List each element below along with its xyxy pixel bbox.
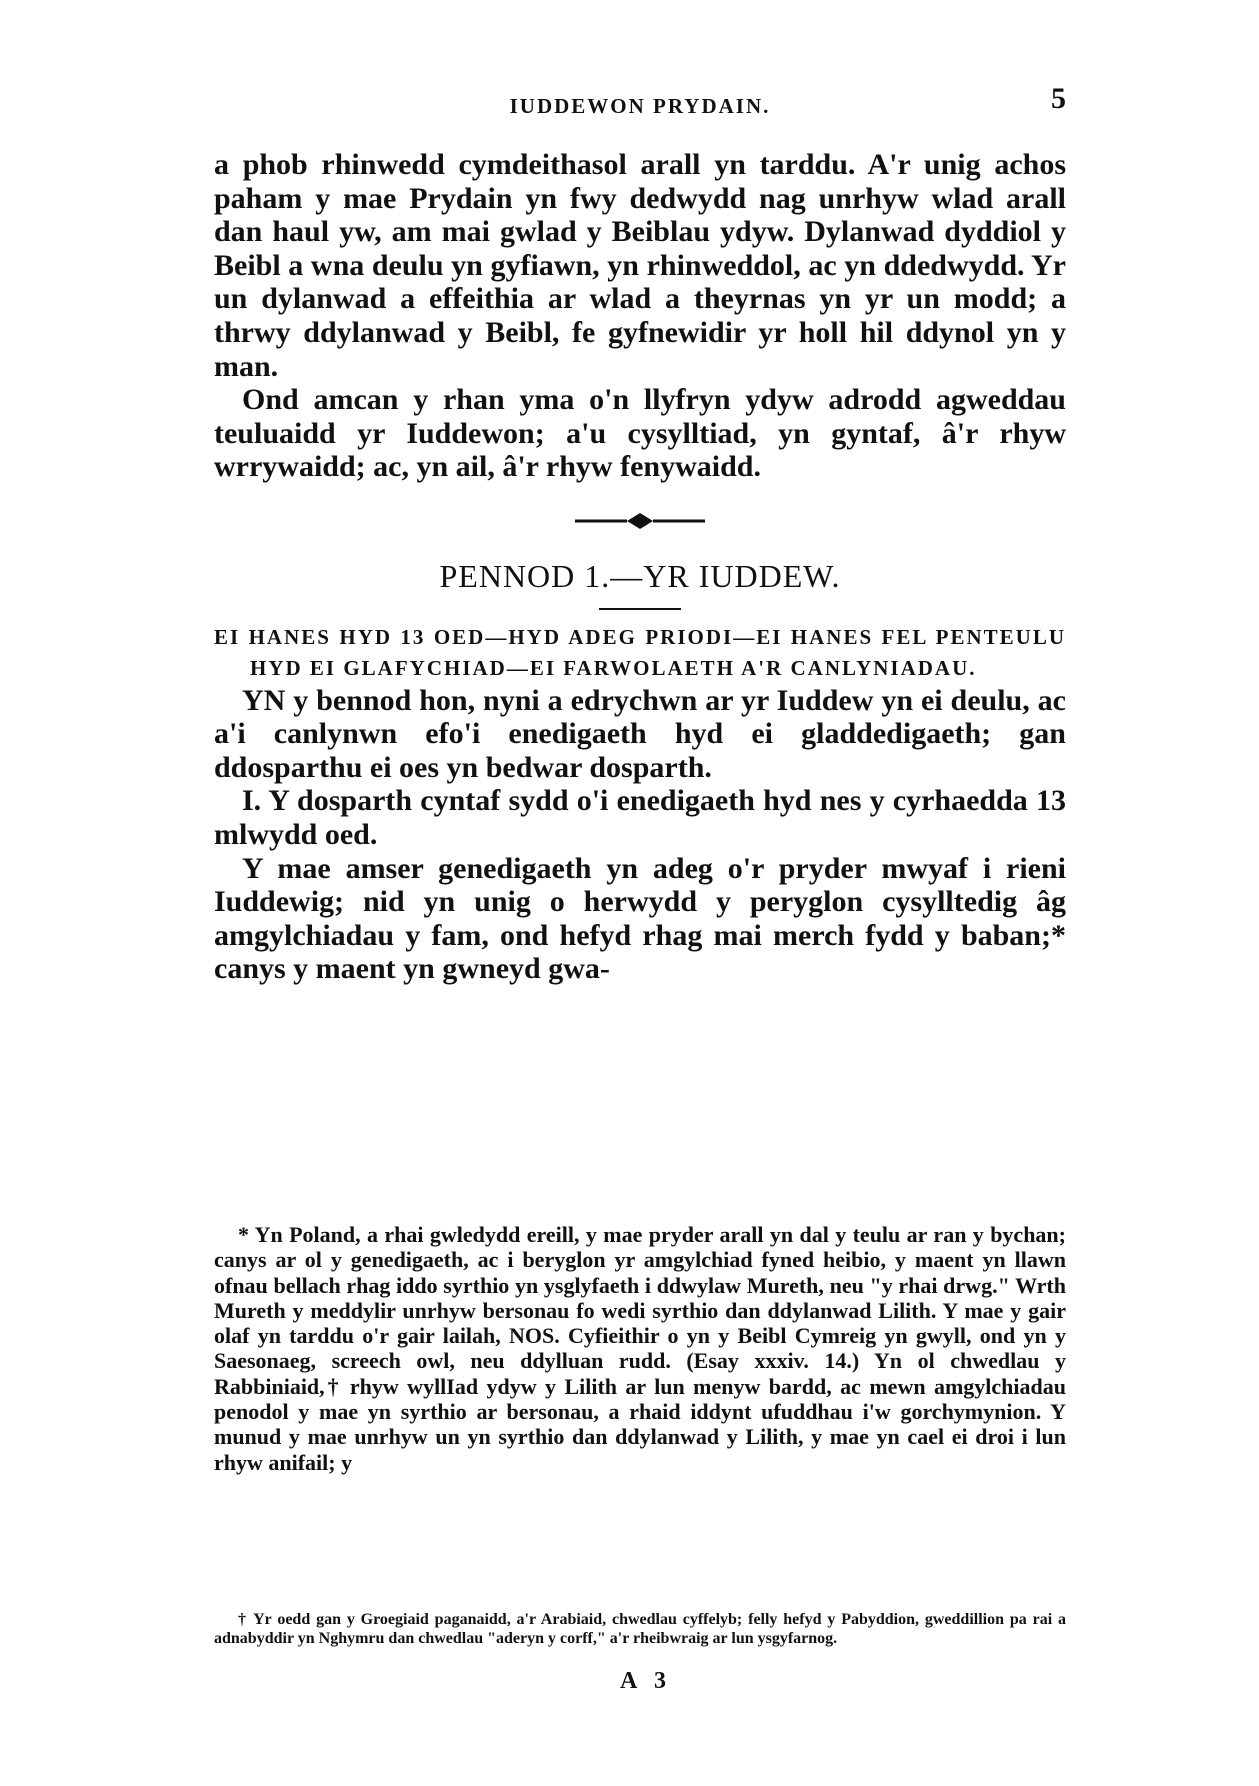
ornament-divider-icon [214,498,1066,544]
page-number: 5 [1051,82,1066,115]
paragraph: Y mae amser genedigaeth yn adeg o'r pryder mwyaf i rieni Iuddewig; nid yn unig o herwydd y peryglon cysylltedig âg amgylchiadau y fam, ond hefyd rhag mai merch fydd y baban;* canys y maent yn gwneyd gwa- [214,851,1066,986]
paragraph: YN y bennod hon, nyni a edrychwn ar yr Iuddew yn ei deulu, ac a'i canlynwn efo'i enedigaeth hyd ei gladdedigaeth; gan ddosparthu ei oes yn bedwar dosparth. [214,683,1066,784]
running-head [214,82,1066,122]
chapter-heading: PENNOD 1.—YR IUDDEW. [439,557,841,594]
heading-rule [599,608,681,610]
paragraph: a phob rhinwedd cymdeithasol arall yn tarddu. A'r unig achos paham y mae Prydain yn fwy dedwydd nag unrhyw wlad arall dan haul yw, am mai gwlad y Beiblau ydyw. Dylanwad dyddiol y Beibl a wna deulu yn gyfiawn, yn rhinweddol, ac yn ddedwydd. Yr un dylanwad a effeithia ar wlad a theyrnas yn yr un modd; a thrwy ddylanwad y Beibl, fe gyfnewidir yr holl hil ddynol yn y man. [214,148,1066,383]
footnote [214,1610,1066,1648]
paragraph: Ond amcan y rhan yma o'n llyfryn ydyw adrodd agweddau teuluaidd yr Iuddewon; a'u cysylltiad, yn gyntaf, â'r rhyw wrrywaidd; ac, yn ail, â'r rhyw fenywaidd. [214,383,1066,484]
main-text [214,148,1066,986]
paragraph: I. Y dosparth cyntaf sydd o'i enedigaeth hyd nes y cyrhaedda 13 mlwydd oed. [214,784,1066,851]
footnote-text: † Yr oedd gan y Groegiaid paganaidd, a'r Arabiaid, chwedlau cyffelyb; felly hefyd y Pabyddion, gweddillion pa rai a adnabyddir yn Nghymru dan chwedlau "aderyn y corff," a'r rheibwraig ar lun ysgyfarnog. [214,1611,1066,1647]
footnote-text: * Yn Poland, a rhai gwledydd ereill, y mae pryder arall yn dal y teulu ar ran y bychan; canys ar ol y genedigaeth, ac i beryglon yr amgylchiad fyned heibio, y maent yn llawn ofnau bellach rhag iddo syrthio yn ysglyfaeth i ddwylaw Mureth, neu "y rhai drwg." Wrth Mureth y meddylir unrhyw bersonau fo wedi syrthio dan ddylanwad Lilith. Y mae y gair olaf yn tarddu o'r gair lailah, NOS. Cyfieithir o yn y Beibl Cymreig yn gwyll, ond yn y Saesonaeg, screech owl, neu ddylluan rudd. (Esay xxxiv. 14.) Yn ol chwedlau y Rabbiniaid,† rhyw wyllIad ydyw y Lilith ar lun menyw bardd, ac mewn amgylchiadau penodol y mae yn syrthio ar bersonau, a rhaid iddynt ufuddhau i'w gorchymynion. Y munud y mae unrhyw un yn syrthio dan ddylanwad y Lilith, y mae yn cael ei droi i lun rhyw anifail; y [214,1222,1066,1475]
running-title: IUDDEWON PRYDAIN. [509,94,771,118]
footnote [214,1222,1066,1475]
chapter-summary: EI HANES HYD 13 OED—HYD ADEG PRIODI—EI HANES FEL PENTEULU HYD EI GLAFYCHIAD—EI FARWOLAETH A'R CANLYNIADAU. [214,624,1066,680]
signature-mark: A 3 [620,1668,673,1694]
